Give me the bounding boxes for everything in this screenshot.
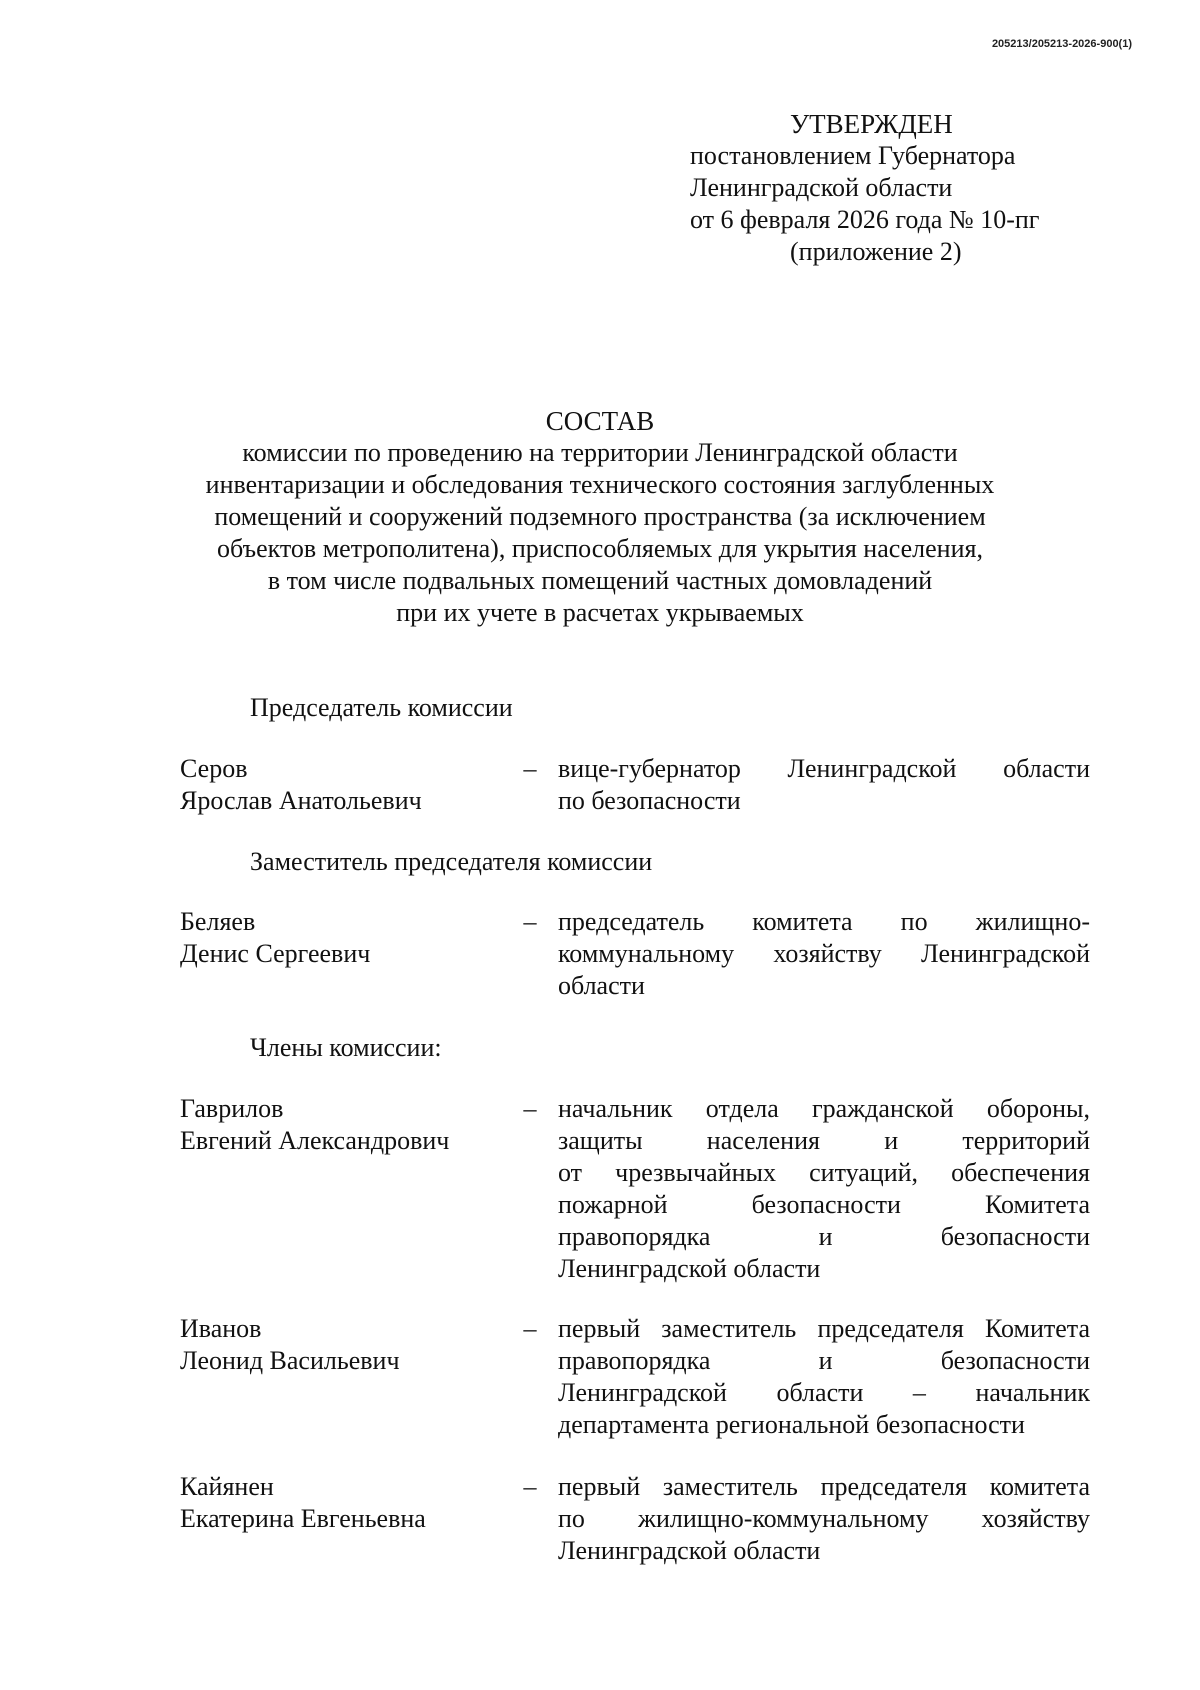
member-name [180,1471,510,1535]
section-heading-deputy: Заместитель председателя комиссии [250,847,653,876]
position-line: по безопасности [558,786,741,815]
member-position [558,753,1090,817]
section-heading-chairman: Председатель комиссии [250,693,513,722]
member-surname: Кайянен [180,1472,274,1501]
member-name [180,753,510,817]
member-name [180,1313,510,1377]
member-given-name: Денис Сергеевич [180,939,371,968]
member-surname: Серов [180,754,248,783]
section-heading-members: Члены комиссии: [250,1033,442,1062]
position-line: председатель комитета по жилищно- [558,907,1090,936]
approval-line: Ленинградской области [690,173,953,202]
position-line: департамента региональной безопасности [558,1410,1025,1439]
member-given-name: Ярослав Анатольевич [180,786,422,815]
position-line: правопорядка и безопасности [558,1222,1090,1251]
member-surname: Иванов [180,1314,262,1343]
member-name [180,1093,510,1157]
position-line: Ленинградской области [558,1254,821,1283]
member-given-name: Леонид Васильевич [180,1346,400,1375]
position-line: по жилищно-коммунальному хозяйству [558,1504,1090,1533]
position-line: первый заместитель председателя комитета [558,1472,1090,1501]
position-line: начальник отдела гражданской обороны, [558,1094,1090,1123]
dash: – [523,907,537,936]
position-line: Ленинградской области – начальник [558,1378,1090,1407]
title-line: комиссии по проведению на территории Ленинградской области [242,438,958,467]
member-name [180,906,510,970]
position-line: коммунальному хозяйству Ленинградской [558,939,1090,968]
member-position [558,1471,1090,1567]
dash: – [523,1314,537,1343]
dash: – [523,754,537,783]
position-line: Ленинградской области [558,1536,821,1565]
dash: – [523,1094,537,1123]
title-line: объектов метрополитена), приспособляемых для укрытия населения, [217,534,983,563]
member-given-name: Евгений Александрович [180,1126,450,1155]
document-id: 205213/205213-2026-900(1) [991,38,1132,50]
position-line: правопорядка и безопасности [558,1346,1090,1375]
title-line: при их учете в расчетах укрываемых [396,598,804,627]
member-given-name: Екатерина Евгеньевна [180,1504,426,1533]
dash: – [523,1472,537,1501]
position-line: защиты населения и территорий [558,1126,1090,1155]
title-line: инвентаризации и обследования технического состояния заглубленных [205,470,995,499]
document-title: СОСТАВ [545,406,655,436]
title-line: в том числе подвальных помещений частных домовладений [267,566,933,595]
approval-line: постановлением Губернатора [690,141,1016,170]
position-line: вице-губернатор Ленинградской области [558,754,1090,783]
member-surname: Гаврилов [180,1094,284,1123]
position-line: пожарной безопасности Комитета [558,1190,1090,1219]
approval-line: (приложение 2) [790,237,962,266]
approval-block [690,108,1110,268]
title-line: помещений и сооружений подземного пространства (за исключением [214,502,986,531]
position-line: первый заместитель председателя Комитета [558,1314,1090,1343]
position-line: области [558,971,645,1000]
member-surname: Беляев [180,907,256,936]
member-position [558,1093,1090,1285]
approval-heading: УТВЕРЖДЕН [790,109,953,139]
member-position [558,1313,1090,1441]
position-line: от чрезвычайных ситуаций, обеспечения [558,1158,1090,1187]
title-block [150,405,1050,629]
approval-line: от 6 февраля 2026 года № 10-пг [690,205,1040,234]
member-position [558,906,1090,1002]
